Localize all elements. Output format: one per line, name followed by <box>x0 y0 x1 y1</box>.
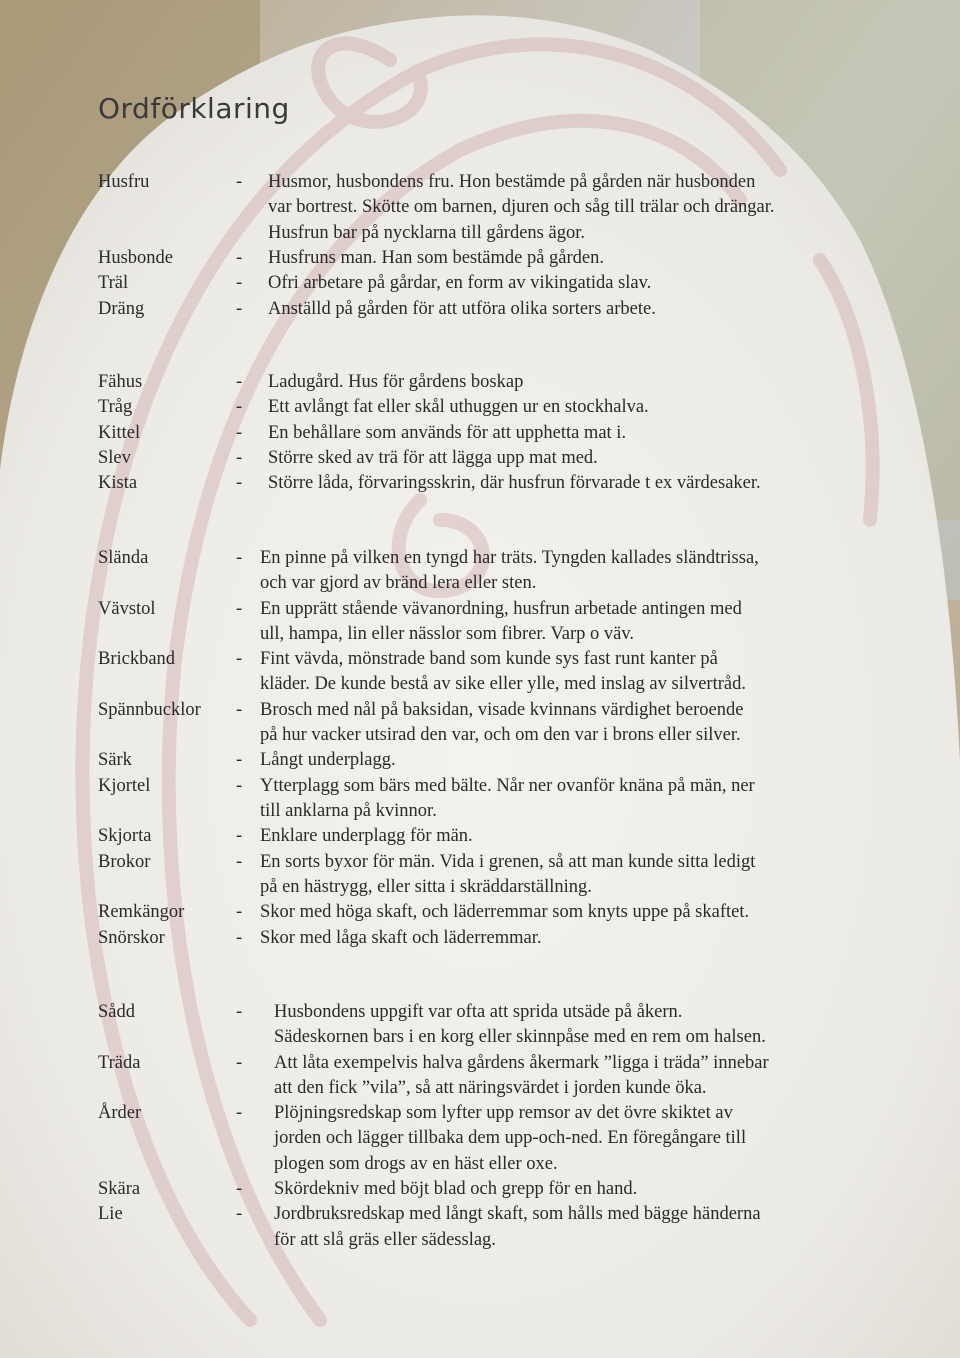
glossary-definition <box>260 748 920 773</box>
definition-line: Skor med låga skaft och läderremmar. <box>260 927 542 948</box>
definition-line: Fint vävda, mönstrade band som kunde sys fast runt kanter på <box>260 649 718 670</box>
glossary-entry <box>98 1202 920 1253</box>
glossary-term: Snörskor <box>98 927 165 948</box>
glossary-term: Vävstol <box>98 598 156 619</box>
term-separator-dash: - <box>236 298 243 319</box>
definition-line: Ett avlångt fat eller skål uthuggen ur en stockhalva. <box>268 397 649 418</box>
definition-line: till anklarna på kvinnor. <box>260 800 437 821</box>
definition-line: Ytterplagg som bärs med bälte. Når ner ovanför knäna på män, ner <box>260 775 755 796</box>
glossary-definition <box>268 246 920 271</box>
glossary-term: Kjortel <box>98 775 151 796</box>
glossary-entry <box>98 824 920 849</box>
glossary-term: Husbonde <box>98 247 174 268</box>
definition-line: Skor med höga skaft, och läderremmar som knyts uppe på skaftet. <box>260 902 750 923</box>
glossary-entry <box>98 926 920 951</box>
definition-line: plogen som drogs av en häst eller oxe. <box>274 1153 558 1174</box>
definition-line: på hur vacker utsirad den var, och om den var i brons eller silver. <box>260 725 741 746</box>
glossary-definition <box>268 471 920 496</box>
glossary-term: Särk <box>98 750 132 771</box>
term-separator-dash: - <box>236 598 243 619</box>
glossary-entry <box>98 471 920 496</box>
glossary-definition <box>260 824 920 849</box>
glossary-definition <box>268 395 920 420</box>
definition-line: Husbondens uppgift var ofta att sprida utsäde på åkern. <box>274 1002 683 1022</box>
glossary-term: Fähus <box>98 372 143 392</box>
glossary-entry <box>98 546 920 597</box>
definition-line: Att låta exempelvis halva gårdens åkermark ”ligga i träda” innebar <box>274 1052 769 1073</box>
page-title: Ordförklaring <box>98 92 290 125</box>
glossary-term: Remkängor <box>98 902 185 923</box>
glossary-definition <box>268 271 920 296</box>
term-separator-dash: - <box>236 273 243 294</box>
glossary-definition <box>260 647 920 698</box>
definition-line: Större låda, förvaringsskrin, där husfrun förvarade t ex värdesaker. <box>268 473 761 494</box>
glossary-term: Slända <box>98 548 149 568</box>
glossary-entry <box>98 647 920 698</box>
glossary-term: Sådd <box>98 1002 135 1022</box>
glossary-entry <box>98 698 920 749</box>
glossary-term: Kista <box>98 473 138 494</box>
term-separator-dash: - <box>236 699 243 720</box>
glossary-definition <box>274 1000 920 1051</box>
definition-line: Större sked av trä för att lägga upp mat med. <box>268 447 598 468</box>
term-separator-dash: - <box>236 548 243 568</box>
definition-line: Skördekniv med böjt blad och grepp för en hand. <box>274 1179 638 1200</box>
definition-line: En upprätt stående vävanordning, husfrun arbetade antingen med <box>260 598 742 619</box>
definition-line: Långt underplagg. <box>260 750 396 771</box>
term-separator-dash: - <box>236 851 243 872</box>
term-separator-dash: - <box>236 1052 243 1073</box>
glossary-definition <box>274 1177 920 1202</box>
glossary-definition <box>268 170 920 246</box>
glossary-entry <box>98 297 920 322</box>
term-separator-dash: - <box>236 1103 243 1124</box>
glossary-definition <box>268 446 920 471</box>
glossary-term: Skära <box>98 1179 141 1200</box>
definition-line: för att slå gräs eller sädesslag. <box>274 1229 496 1250</box>
term-separator-dash: - <box>236 750 243 771</box>
glossary-term: Tråg <box>98 397 133 418</box>
glossary-term: Slev <box>98 447 131 468</box>
glossary-term: Dräng <box>98 298 145 319</box>
term-separator-dash: - <box>236 902 243 923</box>
glossary-term: Årder <box>98 1103 142 1124</box>
definition-line: Ladugård. Hus för gårdens boskap <box>268 372 524 392</box>
definition-line: Anställd på gården för att utföra olika sorters arbete. <box>268 298 656 319</box>
glossary-entry <box>98 900 920 925</box>
term-separator-dash: - <box>236 649 243 670</box>
definition-line: En pinne på vilken en tyngd har träts. Tyngden kallades sländtrissa, <box>260 548 759 568</box>
glossary-term: Träl <box>98 273 129 294</box>
term-separator-dash: - <box>236 1179 243 1200</box>
definition-line: Plöjningsredskap som lyfter upp remsor av det övre skiktet av <box>274 1103 733 1124</box>
definition-line: Ofri arbetare på gårdar, en form av vikingatida slav. <box>268 273 652 294</box>
glossary-entry <box>98 1101 920 1177</box>
definition-line: att den fick ”vila”, så att näringsvärdet i jorden kunde öka. <box>274 1077 707 1098</box>
glossary-definition <box>260 900 920 925</box>
definition-line: En behållare som används för att upphetta mat i. <box>268 422 627 443</box>
glossary-entry <box>98 748 920 773</box>
definition-line: Husfruns man. Han som bestämde på gården. <box>268 247 604 268</box>
glossary-term: Husfru <box>98 172 150 192</box>
glossary-entry <box>98 774 920 825</box>
term-separator-dash: - <box>236 247 243 268</box>
glossary-entry <box>98 170 920 246</box>
glossary-entry <box>98 370 920 395</box>
term-separator-dash: - <box>236 927 243 948</box>
glossary-entry <box>98 271 920 296</box>
term-separator-dash: - <box>236 372 243 392</box>
glossary-entry <box>98 850 920 901</box>
glossary-term: Spännbucklor <box>98 699 201 720</box>
definition-line: på en hästrygg, eller sitta i skräddarställning. <box>260 876 592 897</box>
glossary-term: Brokor <box>98 851 151 872</box>
term-separator-dash: - <box>236 172 243 192</box>
glossary-term: Kittel <box>98 422 141 443</box>
glossary-term: Lie <box>98 1204 123 1225</box>
glossary-definition <box>274 1202 920 1253</box>
glossary-term: Brickband <box>98 649 176 670</box>
definition-line: ull, hampa, lin eller nässlor som fibrer. Varp o väv. <box>260 623 635 644</box>
term-separator-dash: - <box>236 1002 243 1022</box>
glossary-definition <box>268 297 920 322</box>
glossary-entry <box>98 1051 920 1102</box>
definition-line: Husfrun bar på nycklarna till gårdens ägor. <box>268 222 585 243</box>
glossary-definition <box>268 370 920 395</box>
glossary-definition <box>268 421 920 446</box>
term-separator-dash: - <box>236 826 243 847</box>
glossary-entry <box>98 421 920 446</box>
glossary-definition <box>260 698 920 749</box>
term-separator-dash: - <box>236 473 243 494</box>
glossary-entry <box>98 1000 920 1051</box>
term-separator-dash: - <box>236 775 243 796</box>
glossary-entry <box>98 446 920 471</box>
term-separator-dash: - <box>236 447 243 468</box>
glossary-definition <box>260 597 920 648</box>
term-separator-dash: - <box>236 422 243 443</box>
definition-line: En sorts byxor för män. Vida i grenen, så att man kunde sitta ledigt <box>260 851 756 872</box>
glossary-entry <box>98 597 920 648</box>
glossary-definition <box>260 850 920 901</box>
glossary-entry <box>98 1177 920 1202</box>
definition-line: kläder. De kunde bestå av sike eller ylle, med inslag av silvertråd. <box>260 674 746 695</box>
definition-line: Brosch med nål på baksidan, visade kvinnans värdighet beroende <box>260 699 744 720</box>
glossary-definition <box>260 926 920 951</box>
glossary-definition <box>274 1101 920 1177</box>
definition-line: var bortrest. Skötte om barnen, djuren och såg till trälar och drängar. <box>268 197 775 218</box>
definition-line: Sädeskornen bars i en korg eller skinnpåse med en rem om halsen. <box>274 1027 766 1048</box>
glossary-definition <box>260 774 920 825</box>
glossary-term: Träda <box>98 1052 141 1073</box>
definition-line: jorden och lägger tillbaka dem upp-och-ned. En föregångare till <box>274 1128 747 1149</box>
definition-line: Enklare underplagg för män. <box>260 826 473 847</box>
glossary-entry <box>98 395 920 420</box>
glossary-definition <box>260 546 920 597</box>
term-separator-dash: - <box>236 1204 243 1225</box>
definition-line: och var gjord av bränd lera eller sten. <box>260 573 537 594</box>
term-separator-dash: - <box>236 397 243 418</box>
glossary-definition <box>274 1051 920 1102</box>
definition-line: Husmor, husbondens fru. Hon bestämde på gården när husbonden <box>268 172 756 192</box>
definition-line: Jordbruksredskap med långt skaft, som hålls med bägge händerna <box>274 1204 761 1225</box>
glossary-term: Skjorta <box>98 826 152 847</box>
glossary-entry <box>98 246 920 271</box>
